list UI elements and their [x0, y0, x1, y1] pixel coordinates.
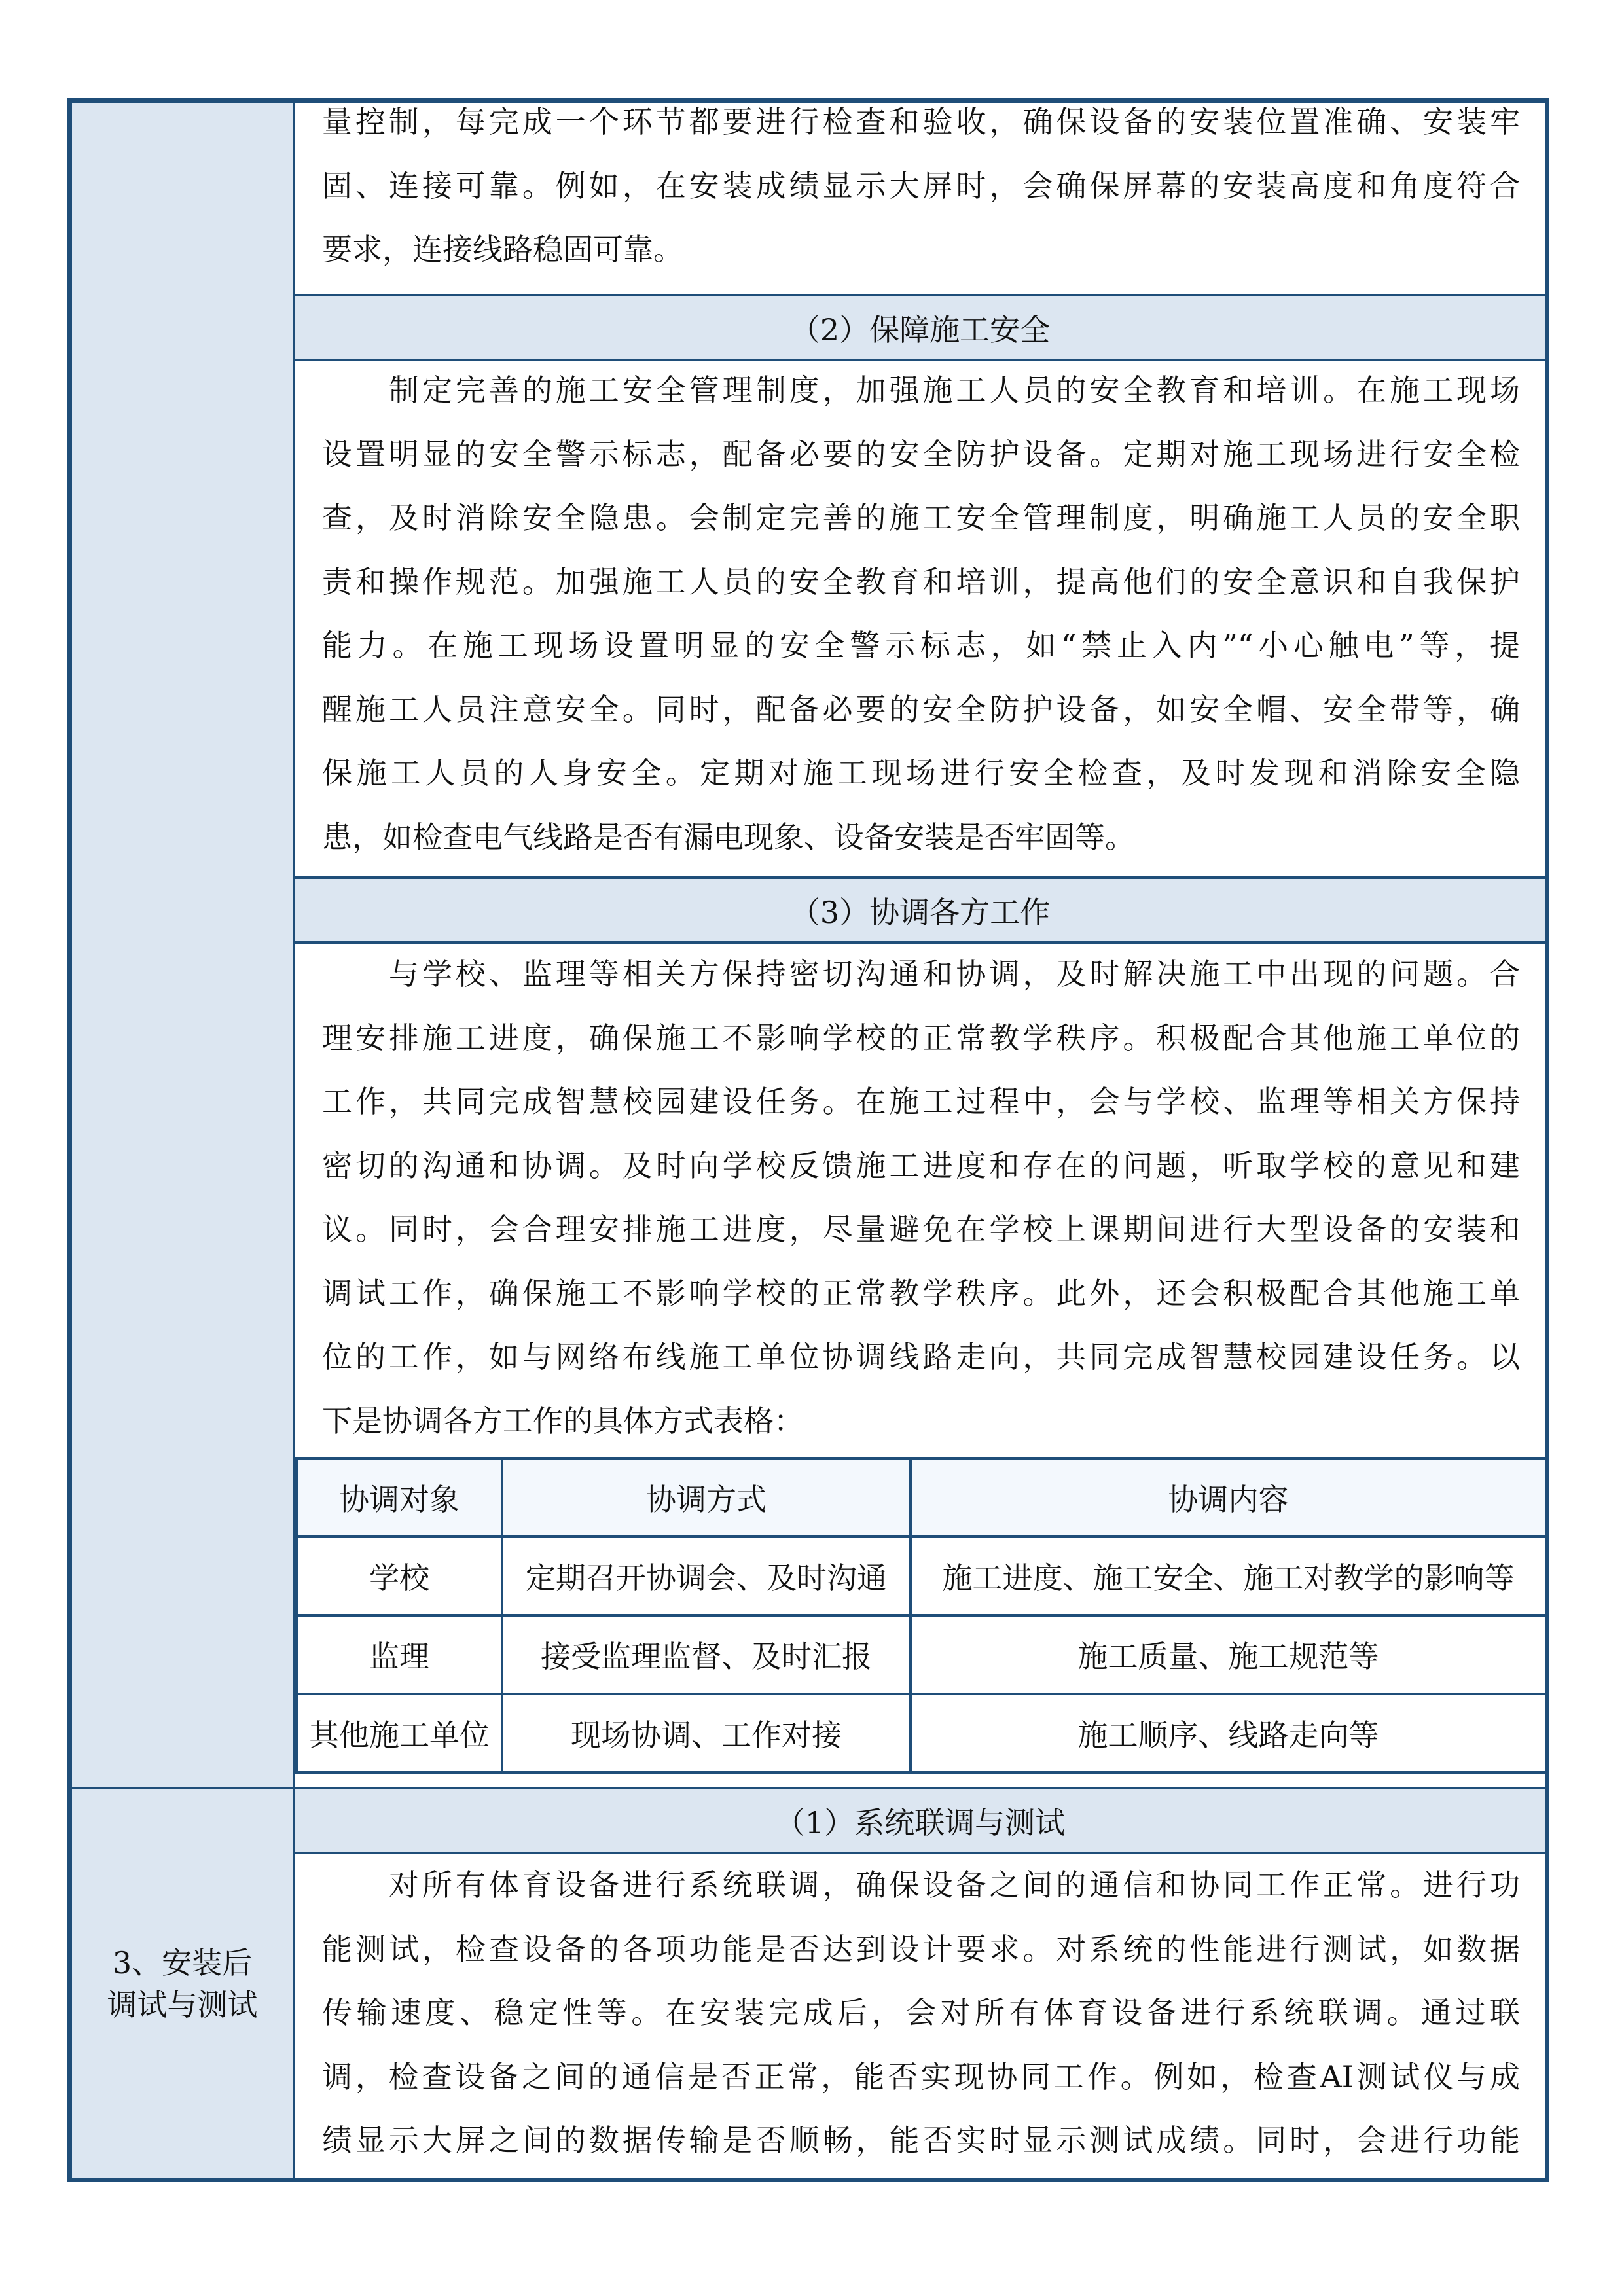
text-line: 量控制，每完成一个环节都要进行检查和验收，确保设备的安装位置准确、安装牢 — [322, 104, 1520, 139]
text-line: 工作，共同完成智慧校园建设任务。在施工过程中，会与学校、监理等相关方保持 — [322, 1084, 1520, 1119]
text-line: 对所有体育设备进行系统联调，确保设备之间的通信和协同工作正常。进行功 — [322, 1867, 1520, 1903]
table-cell: 接受监理监督、及时汇报 — [502, 1615, 911, 1694]
table-row — [297, 1694, 1546, 1772]
table-cell: 施工质量、施工规范等 — [911, 1615, 1546, 1694]
section-heading-safety — [295, 296, 1545, 359]
table-header-row — [297, 1458, 1546, 1537]
section-heading-coordination — [295, 879, 1545, 941]
paragraph-system-test — [322, 1854, 1520, 2173]
text-line: 下是协调各方工作的具体方式表格： — [322, 1403, 804, 1439]
table-cell: 监理 — [297, 1615, 502, 1694]
paragraph-continued — [322, 90, 1520, 282]
table-cell: 其他施工单位 — [297, 1694, 502, 1772]
text-line: 设置明显的安全警示标志，配备必要的安全防护设备。定期对施工现场进行安全检 — [322, 436, 1520, 472]
table-row — [297, 1537, 1546, 1615]
heading-text: （1）系统联调与测试 — [774, 1804, 1066, 1840]
heading-text: （2）保障施工安全 — [789, 312, 1051, 348]
text-line: 能力。在施工现场设置明显的安全警示标志，如“禁止入内”“小心触电”等，提 — [322, 628, 1520, 663]
section-label-install-test — [72, 1789, 293, 2178]
table-cell: 现场协调、工作对接 — [502, 1694, 911, 1772]
text-line: 责和操作规范。加强施工人员的安全教育和培训，提高他们的安全意识和自我保护 — [322, 564, 1520, 600]
text-line: 密切的沟通和协调。及时向学校反馈施工进度和存在的问题，听取学校的意见和建 — [322, 1147, 1520, 1183]
row-divider — [293, 294, 1545, 296]
text-line: 制定完善的施工安全管理制度，加强施工人员的安全教育和培训。在施工现场 — [322, 372, 1520, 408]
text-line: 传输速度、稳定性等。在安装完成后，会对所有体育设备进行系统联调。通过联 — [322, 1995, 1520, 2030]
table-header-cell: 协调内容 — [911, 1458, 1546, 1537]
text-line: 能测试，检查设备的各项功能是否达到设计要求。对系统的性能进行测试，如数据 — [322, 1931, 1520, 1967]
text-line: 保施工人员的人身安全。定期对施工现场进行安全检查，及时发现和消除安全隐 — [322, 755, 1520, 791]
table-row — [297, 1615, 1546, 1694]
text-line: 调试工作，确保施工不影响学校的正常教学秩序。此外，还会积极配合其他施工单 — [322, 1275, 1520, 1311]
label-line: 3、安装后 — [112, 1945, 253, 1981]
text-line: 议。同时，会合理安排施工进度，尽量避免在学校上课期间进行大型设备的安装和 — [322, 1211, 1520, 1247]
column-divider — [293, 103, 295, 2178]
table-cell: 施工进度、施工安全、施工对教学的影响等 — [911, 1537, 1546, 1615]
text-line: 理安排施工进度，确保施工不影响学校的正常教学秩序。积极配合其他施工单位的 — [322, 1020, 1520, 1056]
text-line: 查，及时消除安全隐患。会制定完善的施工安全管理制度，明确施工人员的安全职 — [322, 500, 1520, 535]
table-header-cell: 协调方式 — [502, 1458, 911, 1537]
row-divider — [72, 1787, 1545, 1789]
table-cell: 学校 — [297, 1537, 502, 1615]
label-line: 调试与测试 — [107, 1986, 258, 2022]
text-line: 与学校、监理等相关方保持密切沟通和协调，及时解决施工中出现的问题。合 — [322, 956, 1520, 992]
coordination-table — [295, 1457, 1547, 1774]
text-line: 要求，连接线路稳固可靠。 — [322, 232, 683, 267]
text-line: 醒施工人员注意安全。同时，配备必要的安全防护设备，如安全帽、安全带等，确 — [322, 691, 1520, 727]
text-line: 固、连接可靠。例如，在安装成绩显示大屏时，会确保屏幕的安装高度和角度符合 — [322, 168, 1520, 204]
text-line: 调，检查设备之间的通信是否正常，能否实现协同工作。例如，检查AI测试仪与成 — [322, 2058, 1520, 2094]
heading-text: （3）协调各方工作 — [789, 894, 1051, 930]
paragraph-coordination — [322, 942, 1520, 1453]
row-divider — [293, 876, 1545, 879]
text-line: 绩显示大屏之间的数据传输是否顺畅，能否实时显示测试成绩。同时，会进行功能 — [322, 2123, 1520, 2158]
paragraph-safety — [322, 359, 1520, 869]
text-line: 患，如检查电气线路是否有漏电现象、设备安装是否牢固等。 — [322, 819, 1135, 855]
table-cell: 施工顺序、线路走向等 — [911, 1694, 1546, 1772]
text-line: 位的工作，如与网络布线施工单位协调线路走向，共同完成智慧校园建设任务。以 — [322, 1339, 1520, 1374]
section-heading-system-test — [295, 1789, 1545, 1852]
left-label-cell-continued — [72, 103, 293, 1787]
table-cell: 定期召开协调会、及时沟通 — [502, 1537, 911, 1615]
table-header-cell: 协调对象 — [297, 1458, 502, 1537]
